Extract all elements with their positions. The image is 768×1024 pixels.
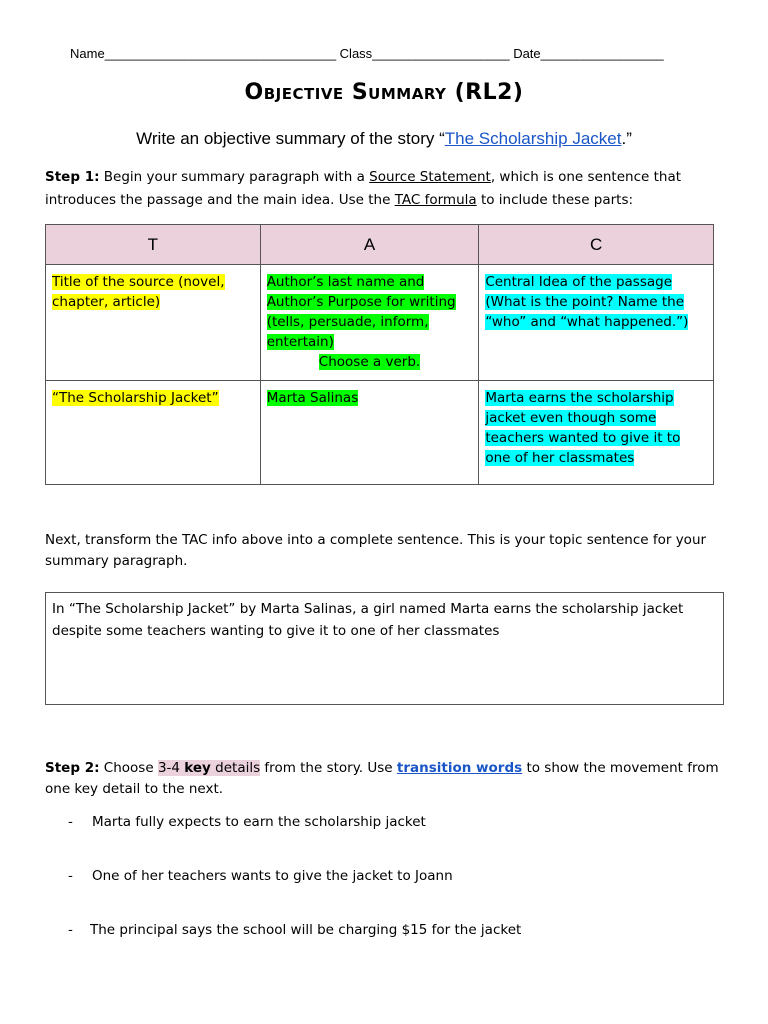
ans-a-cell[interactable] [260,381,479,485]
desc-a: Author’s last name and Author’s Purpose for writing (tells, persuade, inform, entertain) [266,274,456,350]
step2-key: key [184,760,211,776]
step2-range: 3-4 [157,760,185,776]
desc-t-cell [46,265,261,381]
list-item [68,814,426,830]
list-item [68,922,521,938]
detail-text[interactable]: The principal says the school will be charging $15 for the jacket [90,922,522,938]
list-item [68,868,453,884]
step2-instructions [45,758,725,800]
step1-text-b: , which is one sentence that introduces the passage and the main idea. Use the [45,169,682,208]
next-instructions: Next, transform the TAC info above into a complete sentence. This is your topic sentence for your summary paragraph. [45,532,707,569]
step2-text-c: to show the movement from one key detail to the next. [45,760,719,797]
ans-c: Marta earns the scholarship jacket even though some teachers wanted to give it to one of her classmates [485,390,681,466]
step1-label: Step 1: [45,169,100,185]
header-fields [70,46,664,61]
tac-answer-row [46,381,714,485]
subtitle-prefix: Write an objective summary of the story “ [136,129,445,148]
header-a: A [260,225,479,265]
bullet-dash: - [68,868,73,884]
step1-text-a: Begin your summary paragraph with a [99,169,370,185]
ans-t-cell[interactable] [46,381,261,485]
ans-t: “The Scholarship Jacket” [52,390,219,406]
source-statement-term: Source Statement [369,169,491,185]
date-blank[interactable]: _________________ [540,46,664,61]
instruction-subtitle [0,129,768,149]
step2-label: Step 2: [45,760,100,776]
detail-text[interactable]: One of her teachers wants to give the jacket to Joann [92,868,453,884]
tac-header-row [46,225,714,265]
step1-text-c: to include these parts: [476,192,634,208]
transition-words-link[interactable]: transition words [396,760,523,776]
class-blank[interactable]: ___________________ [372,46,510,61]
bullet-dash: - [68,814,73,830]
class-label: Class [339,46,373,61]
tac-table [45,224,714,485]
header-c: C [479,225,714,265]
detail-text[interactable]: Marta fully expects to earn the scholarship jacket [92,814,426,830]
name-label: Name [70,46,105,61]
step1-instructions [45,166,725,212]
desc-c-cell [479,265,714,381]
date-label: Date [513,46,541,61]
name-blank[interactable]: ________________________________ [104,46,337,61]
bullet-dash: - [68,922,73,938]
step2-details: details [210,760,261,776]
desc-t: Title of the source (novel, chapter, article) [52,274,225,310]
desc-c: Central Idea of the passage (What is the point? Name the “who” and “what happened.”) [485,274,689,330]
desc-a-cell [260,265,479,381]
desc-a-note: Choose a verb. [318,354,421,370]
story-link[interactable]: The Scholarship Jacket [444,129,622,148]
header-t: T [46,225,261,265]
page-title: Objective Summary (RL2) [244,80,524,105]
tac-formula-term: TAC formula [394,192,477,208]
topic-sentence-box[interactable]: In “The Scholarship Jacket” by Marta Salinas, a girl named Marta earns the scholarship jacket despite some teachers wanting to give it to one of her classmates [45,592,724,705]
tac-description-row [46,265,714,381]
subtitle-suffix: .” [621,129,632,148]
step2-text-b: from the story. Use [260,760,397,776]
ans-a: Marta Salinas [266,390,359,406]
step2-text-a: Choose [99,760,158,776]
ans-c-cell[interactable] [479,381,714,485]
